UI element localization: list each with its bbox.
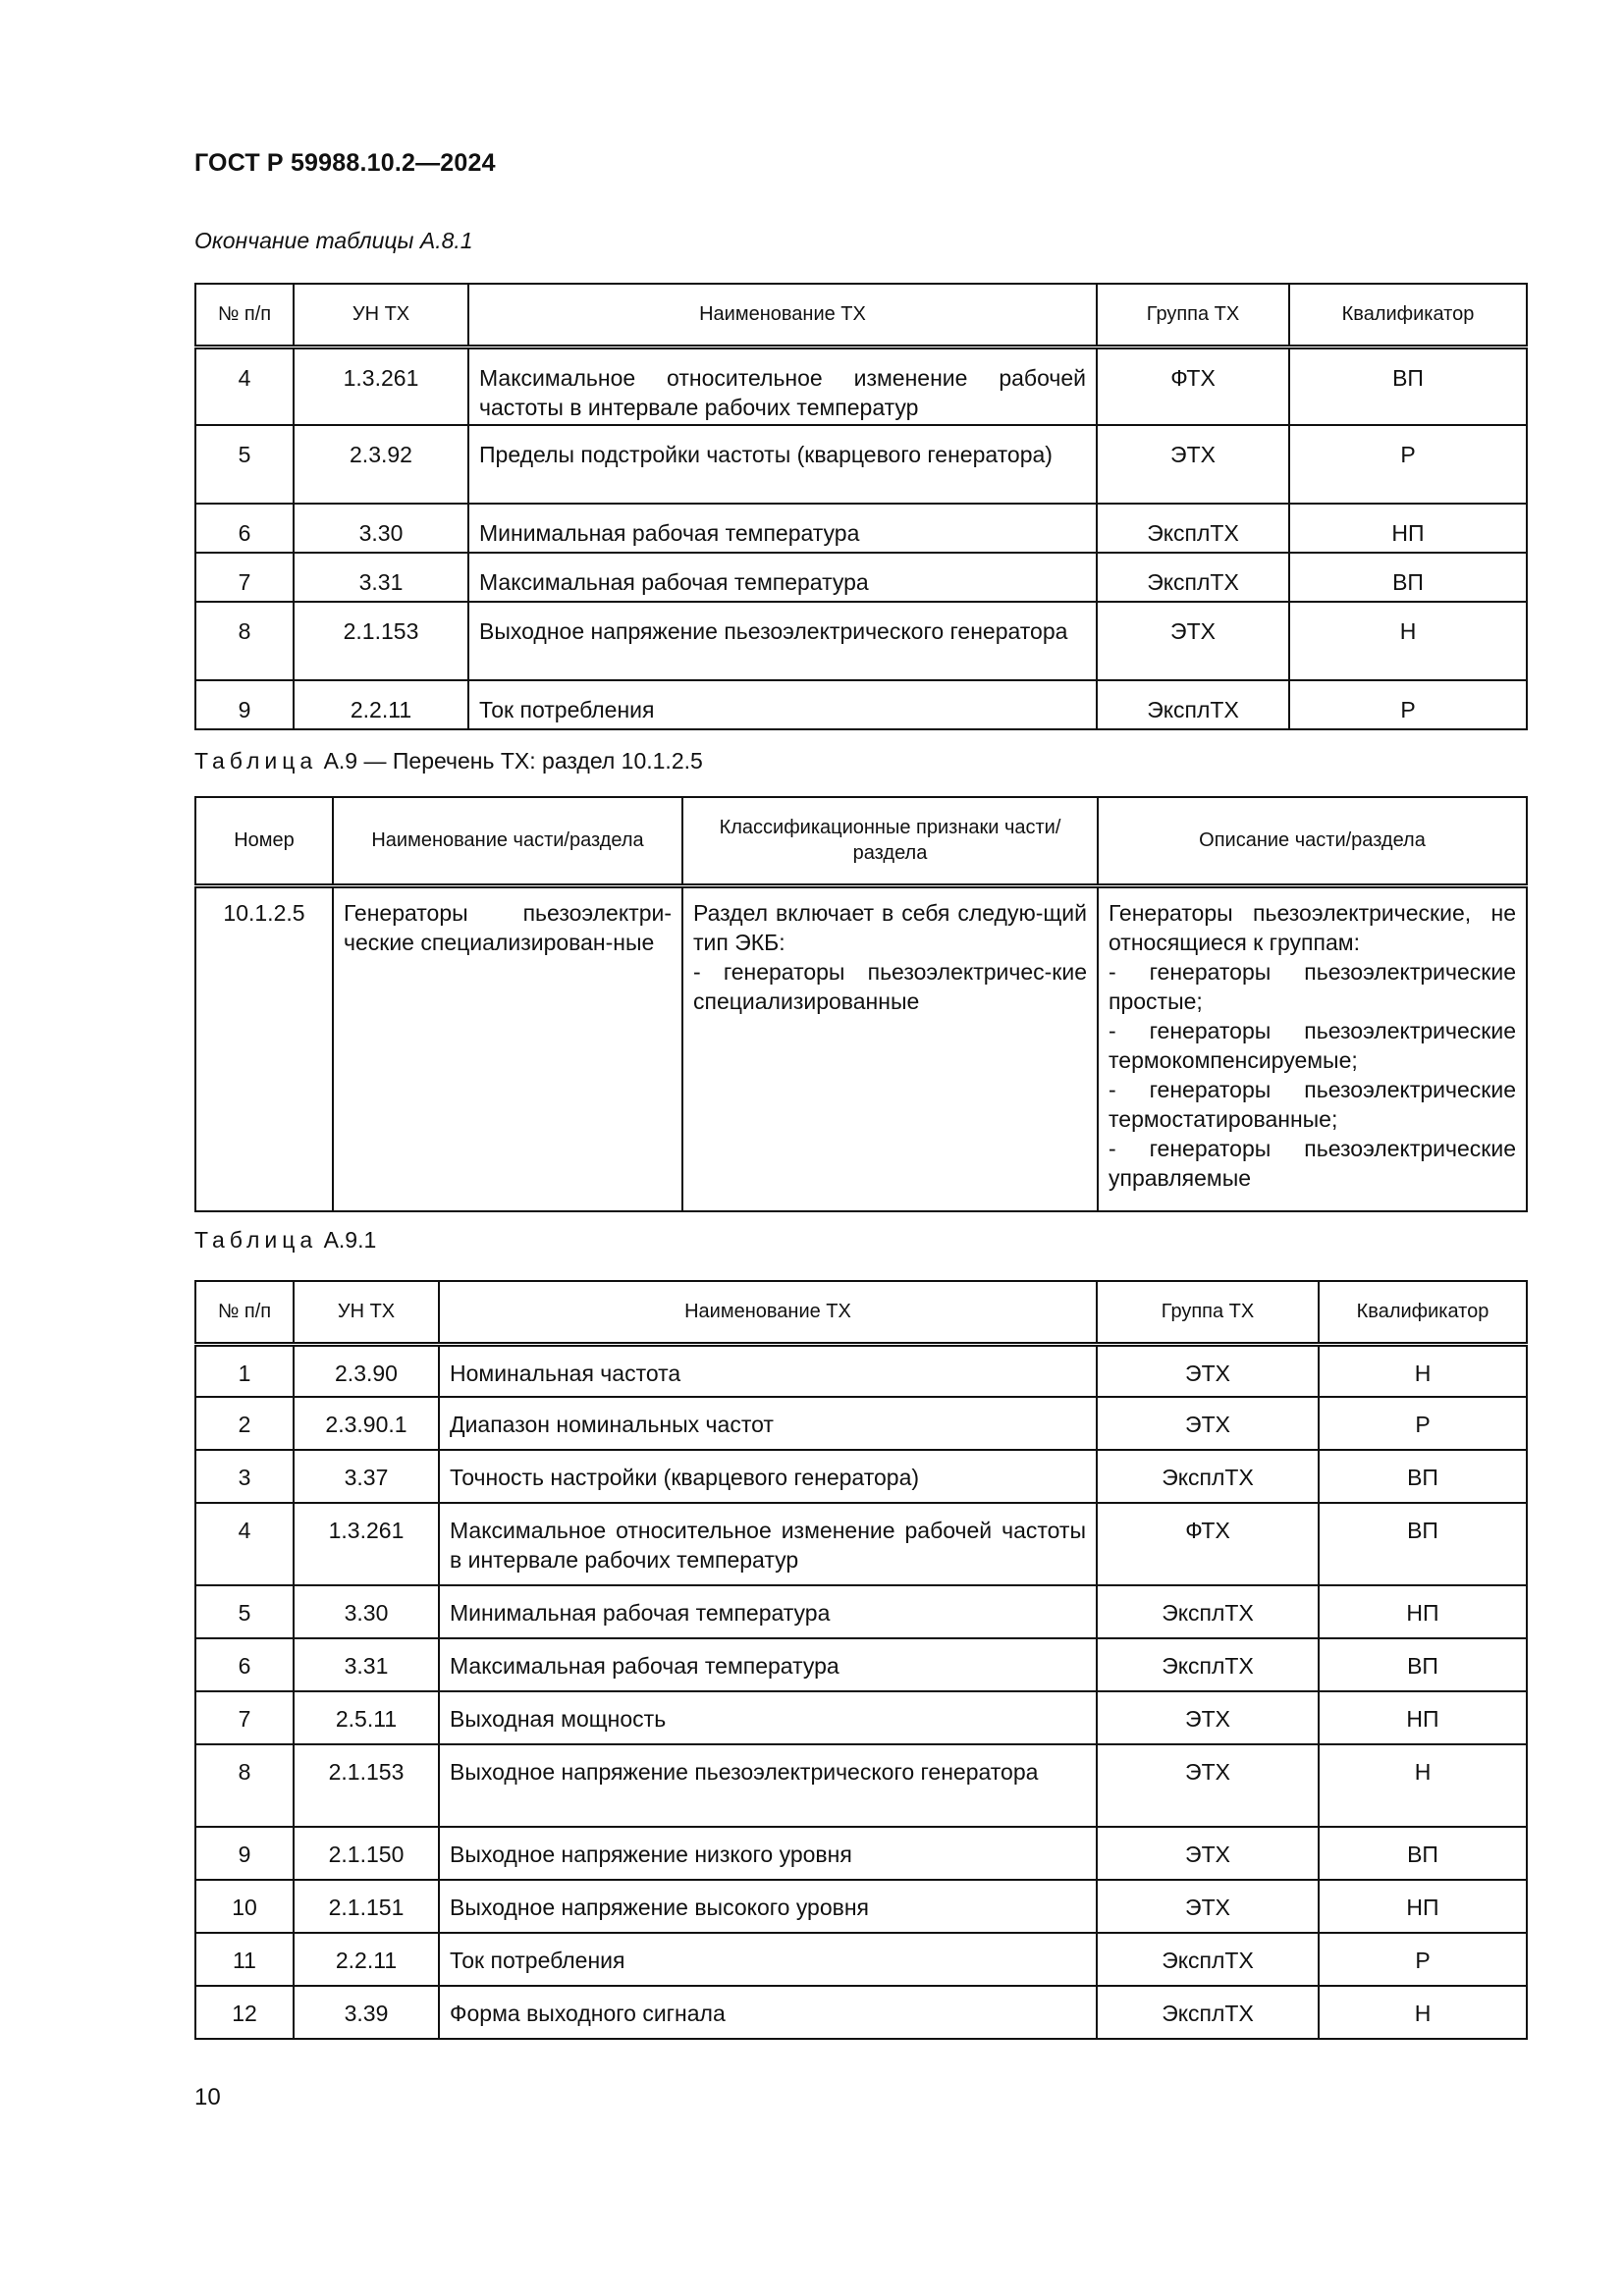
un-code: 3.31 [294,553,468,602]
caption-label: Таблица [194,748,318,774]
group: ЭТХ [1097,1827,1319,1880]
section-features: Раздел включает в себя следую-щий тип ЭКБ: - генераторы пьезоэлектричес-кие специализированные [682,885,1098,1211]
row-number: 5 [195,425,294,504]
qualifier: НП [1319,1880,1527,1933]
characteristic-name: Выходная мощность [439,1691,1097,1744]
characteristic-name: Номинальная частота [439,1344,1097,1397]
section-name: Генераторы пьезоэлектри-ческие специализирован-ные [333,885,682,1211]
table-row [195,1450,1527,1503]
section-description: Генераторы пьезоэлектрические, не относящиеся к группам: - генераторы пьезоэлектрические простые; - генераторы пьезоэлектрические термокомпенсируемые; - генераторы пьезоэлектрические термостатированные; - генераторы пьезоэлектрические управляемые [1098,885,1527,1211]
row-number: 7 [195,553,294,602]
group: ЭТХ [1097,1744,1319,1827]
characteristic-name: Ток потребления [439,1933,1097,1986]
table-row [195,425,1527,504]
un-code: 2.3.92 [294,425,468,504]
group: ЭксплТХ [1097,1986,1319,2039]
column-header: Номер [195,797,333,885]
table-row [195,1397,1527,1450]
table-row [195,504,1527,553]
table-a91 [194,1280,1528,2040]
row-number: 6 [195,1638,294,1691]
group: ЭксплТХ [1097,1585,1319,1638]
row-number: 4 [195,347,294,425]
characteristic-name: Пределы подстройки частоты (кварцевого генератора) [468,425,1097,504]
characteristic-name: Максимальное относительное изменение рабочей частоты в интервале рабочих температур [439,1503,1097,1585]
row-number: 4 [195,1503,294,1585]
table-row [195,1503,1527,1585]
column-header: Описание части/раздела [1098,797,1527,885]
group: ЭксплТХ [1097,504,1289,553]
group: ЭТХ [1097,1397,1319,1450]
qualifier: ВП [1289,553,1527,602]
caption-label: Таблица [194,1227,318,1253]
table-row [195,1691,1527,1744]
table-a81 [194,283,1528,730]
row-number: 12 [195,1986,294,2039]
qualifier: Р [1319,1933,1527,1986]
characteristic-name: Максимальная рабочая температура [468,553,1097,602]
row-number: 5 [195,1585,294,1638]
column-header: Группа ТХ [1097,284,1289,347]
row-number: 10 [195,1880,294,1933]
un-code: 1.3.261 [294,1503,439,1585]
column-header: Наименование части/раздела [333,797,682,885]
column-header: № п/п [195,1281,294,1344]
group: ФТХ [1097,1503,1319,1585]
qualifier: ВП [1319,1638,1527,1691]
column-header: Группа ТХ [1097,1281,1319,1344]
group: ФТХ [1097,347,1289,425]
characteristic-name: Форма выходного сигнала [439,1986,1097,2039]
qualifier: Н [1319,1986,1527,2039]
row-number: 3 [195,1450,294,1503]
qualifier: Р [1319,1397,1527,1450]
table-row [195,1880,1527,1933]
row-number: 2 [195,1397,294,1450]
column-header: Квалификатор [1289,284,1527,347]
document-code: ГОСТ Р 59988.10.2—2024 [194,149,496,177]
un-code: 2.2.11 [294,680,468,729]
group: ЭТХ [1097,1880,1319,1933]
un-code: 1.3.261 [294,347,468,425]
characteristic-name: Выходное напряжение низкого уровня [439,1827,1097,1880]
row-number: 8 [195,1744,294,1827]
group: ЭксплТХ [1097,553,1289,602]
table-row [195,553,1527,602]
un-code: 2.5.11 [294,1691,439,1744]
qualifier: ВП [1289,347,1527,425]
un-code: 3.30 [294,1585,439,1638]
characteristic-name: Максимальное относительное изменение рабочей частоты в интервале рабочих температур [468,347,1097,425]
table-row [195,1933,1527,1986]
un-code: 2.1.153 [294,1744,439,1827]
qualifier: НП [1289,504,1527,553]
characteristic-name: Диапазон номинальных частот [439,1397,1097,1450]
un-code: 2.2.11 [294,1933,439,1986]
group: ЭТХ [1097,1344,1319,1397]
characteristic-name: Выходное напряжение высокого уровня [439,1880,1097,1933]
group: ЭТХ [1097,425,1289,504]
column-header: Наименование ТХ [439,1281,1097,1344]
characteristic-name: Минимальная рабочая температура [439,1585,1097,1638]
table-a91-caption [194,1227,376,1254]
column-header: № п/п [195,284,294,347]
un-code: 3.31 [294,1638,439,1691]
table-row [195,1744,1527,1827]
caption-text: А.9 — Перечень ТХ: раздел 10.1.2.5 [323,748,703,774]
column-header: УН ТХ [294,284,468,347]
table-header-row [195,1281,1527,1344]
table-a9-caption [194,748,703,774]
row-number: 6 [195,504,294,553]
characteristic-name: Ток потребления [468,680,1097,729]
caption-text: А.9.1 [323,1227,377,1253]
column-header: Классификационные признаки части/ раздела [682,797,1098,885]
column-header: УН ТХ [294,1281,439,1344]
un-code: 2.3.90 [294,1344,439,1397]
table-row [195,680,1527,729]
un-code: 2.1.153 [294,602,468,680]
qualifier: ВП [1319,1827,1527,1880]
group: ЭТХ [1097,1691,1319,1744]
group: ЭксплТХ [1097,680,1289,729]
table-row [195,885,1527,1211]
un-code: 2.1.150 [294,1827,439,1880]
column-header: Наименование ТХ [468,284,1097,347]
characteristic-name: Минимальная рабочая температура [468,504,1097,553]
qualifier: НП [1319,1585,1527,1638]
table-row [195,1827,1527,1880]
row-number: 7 [195,1691,294,1744]
group: ЭксплТХ [1097,1450,1319,1503]
table-row [195,1585,1527,1638]
qualifier: ВП [1319,1450,1527,1503]
qualifier: НП [1319,1691,1527,1744]
section-number: 10.1.2.5 [195,885,333,1211]
row-number: 8 [195,602,294,680]
characteristic-name: Выходное напряжение пьезоэлектрического генератора [439,1744,1097,1827]
table-row [195,1986,1527,2039]
characteristic-name: Выходное напряжение пьезоэлектрического генератора [468,602,1097,680]
table-a9 [194,796,1528,1212]
characteristic-name: Точность настройки (кварцевого генератора) [439,1450,1097,1503]
row-number: 1 [195,1344,294,1397]
row-number: 9 [195,1827,294,1880]
un-code: 3.30 [294,504,468,553]
table-row [195,1638,1527,1691]
qualifier: Н [1289,602,1527,680]
table-header-row [195,284,1527,347]
qualifier: Н [1319,1744,1527,1827]
qualifier: ВП [1319,1503,1527,1585]
qualifier: Р [1289,680,1527,729]
group: ЭксплТХ [1097,1933,1319,1986]
table-row [195,602,1527,680]
un-code: 2.1.151 [294,1880,439,1933]
column-header: Квалификатор [1319,1281,1527,1344]
table-header-row [195,797,1527,885]
table-row [195,1344,1527,1397]
page-number: 10 [194,2084,221,2110]
qualifier: Р [1289,425,1527,504]
row-number: 11 [195,1933,294,1986]
qualifier: Н [1319,1344,1527,1397]
un-code: 3.37 [294,1450,439,1503]
group: ЭксплТХ [1097,1638,1319,1691]
group: ЭТХ [1097,602,1289,680]
un-code: 2.3.90.1 [294,1397,439,1450]
table-a81-caption: Окончание таблицы А.8.1 [194,228,473,253]
characteristic-name: Максимальная рабочая температура [439,1638,1097,1691]
row-number: 9 [195,680,294,729]
table-row [195,347,1527,425]
un-code: 3.39 [294,1986,439,2039]
